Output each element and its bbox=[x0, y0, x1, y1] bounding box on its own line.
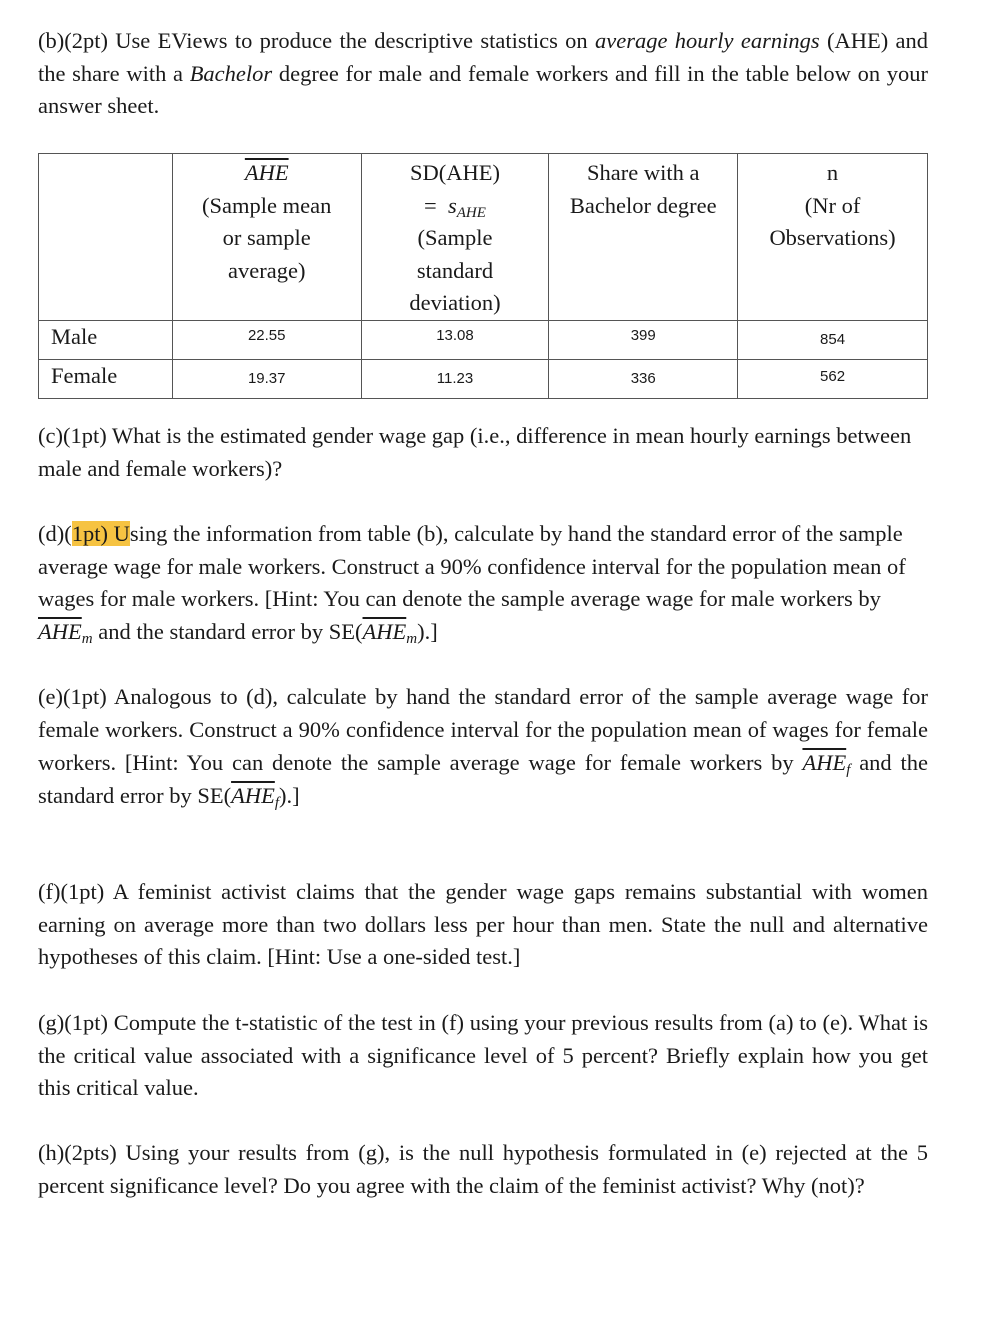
table-row bbox=[39, 359, 928, 398]
row-label: Female bbox=[39, 359, 173, 398]
table-header-row bbox=[39, 154, 928, 321]
row-label: Male bbox=[39, 320, 173, 359]
highlighted-text: 1pt) U bbox=[71, 521, 130, 546]
header-sd: SD(AHE) = $s_{AHE}$ (Sample standard deviation) bbox=[361, 154, 549, 321]
header-empty-cell bbox=[39, 154, 173, 321]
header-share: Share with a Bachelor degree bbox=[549, 154, 738, 321]
question-f: (f)(1pt) A feminist activist claims that the gender wage gaps remains substantial with women earning on average more than two dollars less per hour than men. State the null and alternative hypotheses of this claim. [Hint: Use a one-sided test.] bbox=[38, 879, 928, 969]
question-e: (e)(1pt) Analogous to (d), calculate by hand the standard error of the sample average wage for female workers. Construct a 90% confidence interval for the population mean of wages for female workers. [Hint: You can denote the sample average wage for female workers by $\overline{AHE}_f$ and the standard error by $SE(\overline{AHE}_f)$.] bbox=[38, 684, 928, 811]
question-b: (b)(2pt) Use EViews to produce the descriptive statistics on average hourly earnings (AHE) and the share with a Bachelor degree for male and female workers and fill in the table below on your answer sheet. bbox=[38, 28, 928, 118]
cell-mean: 19.37 bbox=[172, 359, 361, 398]
cell-sd: 11.23 bbox=[361, 359, 549, 398]
ahe-term: average hourly earnings bbox=[595, 28, 820, 53]
cell-sd: 13.08 bbox=[361, 320, 549, 359]
cell-share: 336 bbox=[549, 359, 738, 398]
descriptive-stats-table bbox=[38, 153, 928, 399]
table-row bbox=[39, 320, 928, 359]
cell-share: 399 bbox=[549, 320, 738, 359]
question-h: (h)(2pts) Using your results from (g), is the null hypothesis formulated in (e) rejected at the 5 percent significance level? Do you agree with the claim of the feminist activist? Why (not)? bbox=[38, 1140, 928, 1198]
header-n: n (Nr of Observations) bbox=[738, 154, 928, 321]
bachelor-term: Bachelor bbox=[189, 60, 273, 86]
question-d: (d)(1pt) Using the information from table (b), calculate by hand the standard error of the sample average wage for male workers. Construct a 90% confidence interval for the population mean of wages for male workers. [Hint: You can denote the sample average wage for male workers by $\overline{AHE}_m$ and the standard error by $SE(\overline{AHE}_m)$.] bbox=[38, 521, 906, 647]
cell-mean: 22.55 bbox=[172, 320, 361, 359]
question-c: (c)(1pt) What is the estimated gender wage gap (i.e., difference in mean hourly earnings between male and female workers)? bbox=[38, 423, 912, 481]
cell-n: 562 bbox=[738, 359, 928, 398]
question-g: (g)(1pt) Compute the t-statistic of the test in (f) using your previous results from (a) to (e). What is the critical value associated with a significance level of 5 percent? Briefly explain how you get this critical value. bbox=[38, 1010, 928, 1100]
header-ahe: $\overline{AHE}$ (Sample mean or sample average) bbox=[172, 154, 361, 321]
cell-n: 854 bbox=[738, 320, 928, 359]
